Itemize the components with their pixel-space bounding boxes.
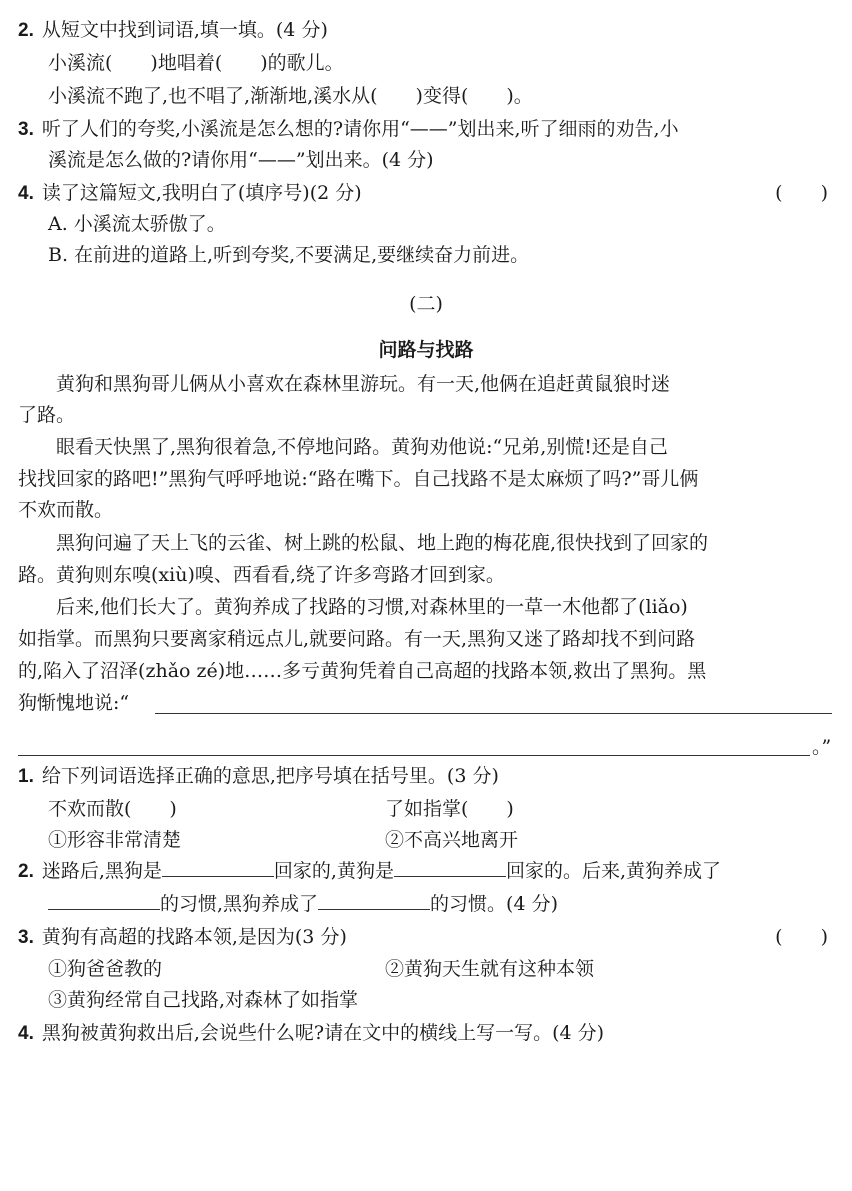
option-1: ①狗爸爸教的 xyxy=(48,958,163,980)
question-number: 2. xyxy=(18,861,34,882)
passage-title: 问路与找路 xyxy=(378,339,474,361)
question-text: 听了人们的夸奖,小溪流是怎么想的?请你用“——”划出来,听了细雨的劝告,小 xyxy=(41,118,679,140)
section-label: (二) xyxy=(409,293,443,315)
passage-line: 不欢而散。 xyxy=(18,499,114,521)
word-2: 了如指掌( ) xyxy=(385,798,514,820)
passage-line: 黄狗和黑狗哥儿俩从小喜欢在森林里游玩。有一天,他俩在追赶黄鼠狼时迷 xyxy=(18,373,671,395)
passage-line: 了路。 xyxy=(18,404,76,426)
question-text: 黑狗被黄狗救出后,会说些什么呢?请在文中的横线上写一写。(4 分) xyxy=(41,1022,605,1044)
answer-blank[interactable] xyxy=(162,858,274,877)
fill-line-1: 小溪流( )地唱着( )的歌儿。 xyxy=(48,52,344,74)
question-3 xyxy=(18,116,679,143)
answer-paren[interactable]: ( ) xyxy=(775,182,828,204)
question-text: 迷路后,黑狗是 xyxy=(41,860,162,882)
question-text: 的习惯,黑狗养成了 xyxy=(160,893,319,915)
question-text: 读了这篇短文,我明白了(填序号)(2 分) xyxy=(41,182,362,204)
question-4b xyxy=(18,1020,604,1047)
passage-line: 的,陷入了沼泽(zhǎo zé)地……多亏黄狗凭着自己高超的找路本领,救出了黑狗。黑 xyxy=(18,660,707,682)
question-number: 3. xyxy=(18,119,34,140)
question-1 xyxy=(18,763,499,790)
passage-line: 如指掌。而黑狗只要离家稍远点儿,就要问路。有一天,黑狗又迷了路却找不到问路 xyxy=(18,628,696,650)
question-text: 黄狗有高超的找路本领,是因为(3 分) xyxy=(41,926,347,948)
question-2 xyxy=(18,17,328,44)
option-b: B. 在前进的道路上,听到夸奖,不要满足,要继续奋力前进。 xyxy=(48,244,530,266)
option-a: A. 小溪流太骄傲了。 xyxy=(48,213,226,235)
question-4 xyxy=(18,180,362,207)
question-number: 3. xyxy=(18,927,34,948)
answer-blank[interactable] xyxy=(48,891,160,910)
question-text: 回家的,黄狗是 xyxy=(273,860,394,882)
option-3: ③黄狗经常自己找路,对森林了如指掌 xyxy=(48,989,359,1011)
passage-line: 黑狗问遍了天上飞的云雀、树上跳的松鼠、地上跑的梅花鹿,很快找到了回家的 xyxy=(18,532,709,554)
fill-line-2: 小溪流不跑了,也不唱了,渐渐地,溪水从( )变得( )。 xyxy=(48,85,533,107)
question-number: 4. xyxy=(18,1023,34,1044)
answer-line[interactable] xyxy=(155,713,832,714)
passage-line: 眼看天快黑了,黑狗很着急,不停地问路。黄狗劝他说:“兄弟,别慌!还是自己 xyxy=(18,436,668,458)
question-2b-continued xyxy=(48,891,558,917)
option-2: ②黄狗天生就有这种本领 xyxy=(385,958,595,980)
question-text: 的习惯。(4 分) xyxy=(430,893,559,915)
passage-line: 找找回家的路吧!”黑狗气呼呼地说:“路在嘴下。自己找路不是太麻烦了吗?”哥儿俩 xyxy=(18,468,699,490)
question-2b xyxy=(18,858,721,885)
meaning-2: ②不高兴地离开 xyxy=(385,829,519,851)
question-number: 2. xyxy=(18,20,34,41)
question-3-continued: 溪流是怎么做的?请你用“——”划出来。(4 分) xyxy=(48,149,434,171)
closing-quote: 。” xyxy=(812,736,832,758)
question-number: 1. xyxy=(18,766,34,787)
answer-blank[interactable] xyxy=(394,858,506,877)
word-1: 不欢而散( ) xyxy=(48,798,177,820)
passage-line: 路。黄狗则东嗅(xiù)嗅、西看看,绕了许多弯路才回到家。 xyxy=(18,564,505,586)
answer-line[interactable] xyxy=(18,755,810,756)
question-3b xyxy=(18,924,347,951)
answer-blank[interactable] xyxy=(318,891,430,910)
passage-line: 后来,他们长大了。黄狗养成了找路的习惯,对森林里的一草一木他都了(liǎo) xyxy=(18,596,688,618)
question-text: 从短文中找到词语,填一填。(4 分) xyxy=(41,19,328,41)
question-text: 回家的。后来,黄狗养成了 xyxy=(505,860,721,882)
answer-paren[interactable]: ( ) xyxy=(775,926,828,948)
passage-line: 狗惭愧地说:“ xyxy=(18,692,130,714)
meaning-1: ①形容非常清楚 xyxy=(48,829,182,851)
question-text: 给下列词语选择正确的意思,把序号填在括号里。(3 分) xyxy=(41,765,499,787)
question-number: 4. xyxy=(18,183,34,204)
